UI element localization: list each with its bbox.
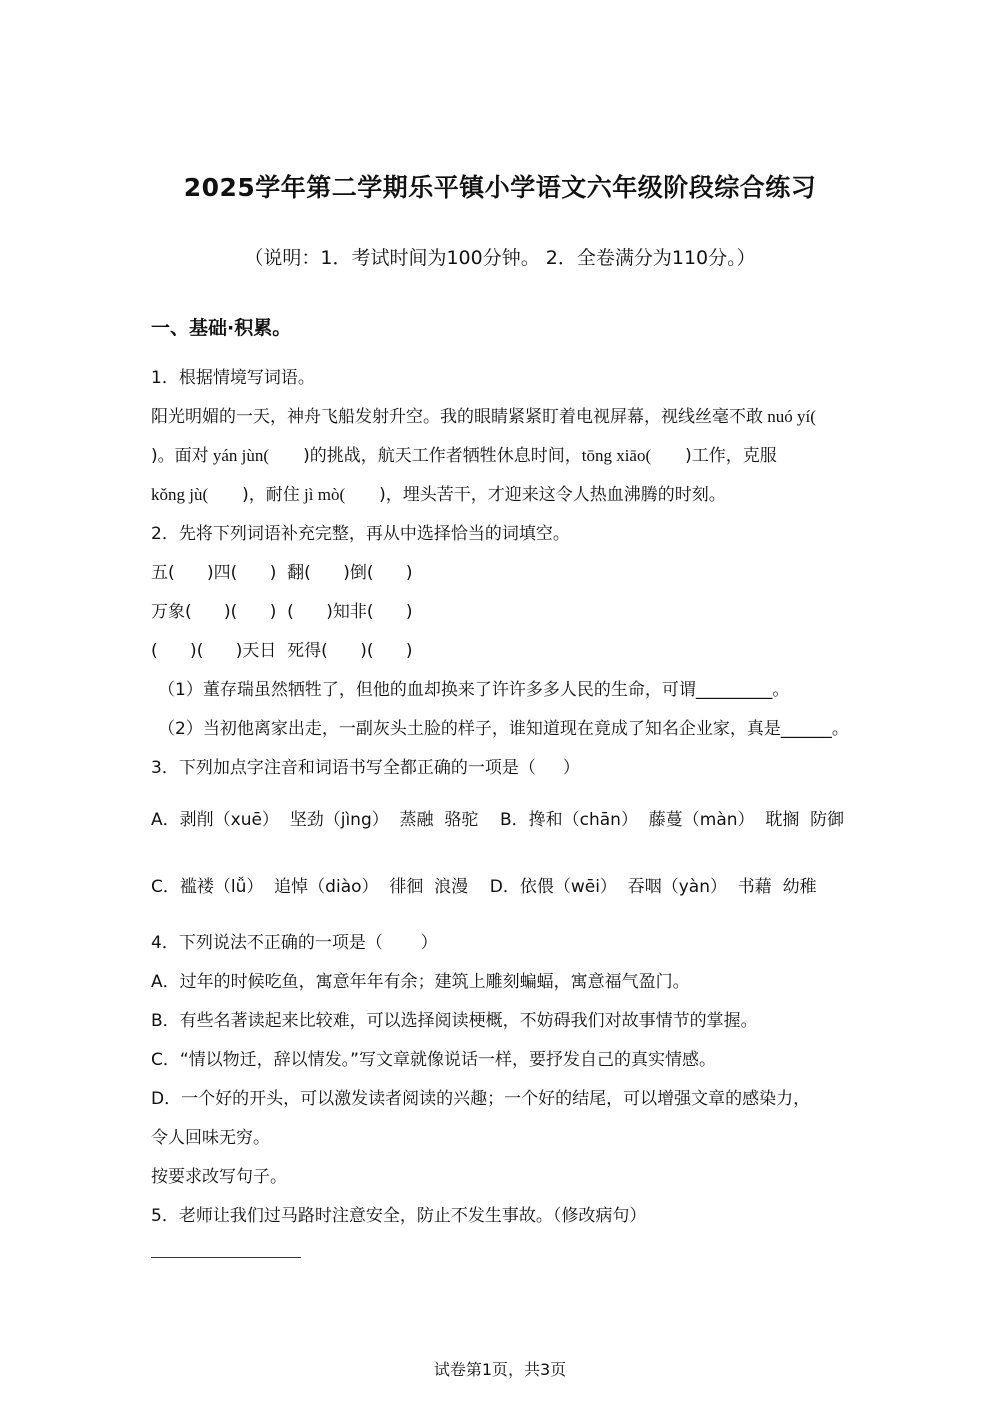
q1-text: )的挑战，航天工作者牺牲休息时间， xyxy=(303,446,582,466)
q1-text: )工作，克服 xyxy=(685,446,777,466)
q2-stem: 2．先将下列词语补充完整，再从中选择恰当的词填空。 xyxy=(151,524,570,544)
q1-text: 阳光明媚的一天，神舟飞船发射升空。我的眼睛紧紧盯着电视屏幕，视线丝毫不敢 xyxy=(151,407,763,427)
q1-passage-line-2 xyxy=(151,445,777,467)
q1-passage-line-3 xyxy=(151,484,726,506)
q2-sentence-2: （2）当初他离家出走，一副灰头土脸的样子，谁知道现在竟成了知名企业家，真是______。 xyxy=(158,719,849,739)
q2-idiom-row-3: ( )( )天日 死得( )( ) xyxy=(151,641,413,661)
q1-passage-line-1 xyxy=(151,406,816,428)
q4-stem: 4．下列说法不正确的一项是（ ） xyxy=(151,933,438,953)
q3-options-ab: A．剥削（xuē） 坚劲（jìng） 蒸融 骆驼 B．搀和（chān） 藤蔓（màn） 耽搁 防御 xyxy=(151,810,845,830)
q1-text: )，耐住 xyxy=(242,485,300,505)
pinyin-prompt: yán jùn( xyxy=(208,446,270,465)
q5-answer-line[interactable] xyxy=(151,1257,301,1258)
q1-stem: 1．根据情境写词语。 xyxy=(151,368,315,388)
q3-options-cd: C．褴褛（lǚ） 追悼（diào） 徘徊 浪漫 D．依偎（wēi） 吞咽（yàn） 书藉 幼稚 xyxy=(151,877,817,897)
q4-option-d-continued: 令人回味无穷。 xyxy=(151,1128,270,1148)
q5-stem: 5．老师让我们过马路时注意安全，防止不发生事故。（修改病句） xyxy=(151,1206,647,1226)
pinyin-prompt: kǒng jù( xyxy=(151,485,209,504)
q1-text: )。面对 xyxy=(151,446,209,466)
q2-idiom-row-2: 万象( )( ) ( )知非( ) xyxy=(151,602,413,622)
q3-stem: 3．下列加点字注音和词语书写全都正确的一项是（ ） xyxy=(151,758,580,778)
q4-option-d: D．一个好的开头，可以激发读者阅读的兴趣；一个好的结尾，可以增强文章的感染力， xyxy=(151,1089,811,1109)
q2-idiom-row-1: 五( )四( ) 翻( )倒( ) xyxy=(151,563,413,583)
pinyin-prompt: jì mò( xyxy=(299,485,346,504)
q1-text: )，埋头苦干，才迎来这令人热血沸腾的时刻。 xyxy=(379,485,726,505)
page-footer: 试卷第1页，共3页 xyxy=(433,1360,567,1379)
pinyin-prompt: tōng xiāo( xyxy=(581,446,652,465)
q2-sentence-1: （1）董存瑞虽然牺牲了，但他的血却换来了许许多多人民的生命，可谓_________。 xyxy=(158,680,790,700)
q4-option-a: A．过年的时候吃鱼，寓意年年有余；建筑上雕刻蝙蝠，寓意福气盈门。 xyxy=(151,972,690,992)
exam-instructions: （说明：1．考试时间为100分钟。 2．全卷满分为110分。） xyxy=(244,247,756,269)
q4-option-c: C．“情以物迁，辞以情发。”写文章就像说话一样，要抒发自己的真实情感。 xyxy=(151,1050,716,1070)
pinyin-prompt: nuó yí( xyxy=(763,407,816,426)
q4-option-b: B．有些名著读起来比较难，可以选择阅读梗概，不妨碍我们对故事情节的掌握。 xyxy=(151,1011,758,1031)
page-title: 2025学年第二学期乐平镇小学语文六年级阶段综合练习 xyxy=(183,173,817,202)
section-heading-basics: 一、基础·积累。 xyxy=(151,317,292,339)
rewrite-heading: 按要求改写句子。 xyxy=(151,1167,287,1187)
